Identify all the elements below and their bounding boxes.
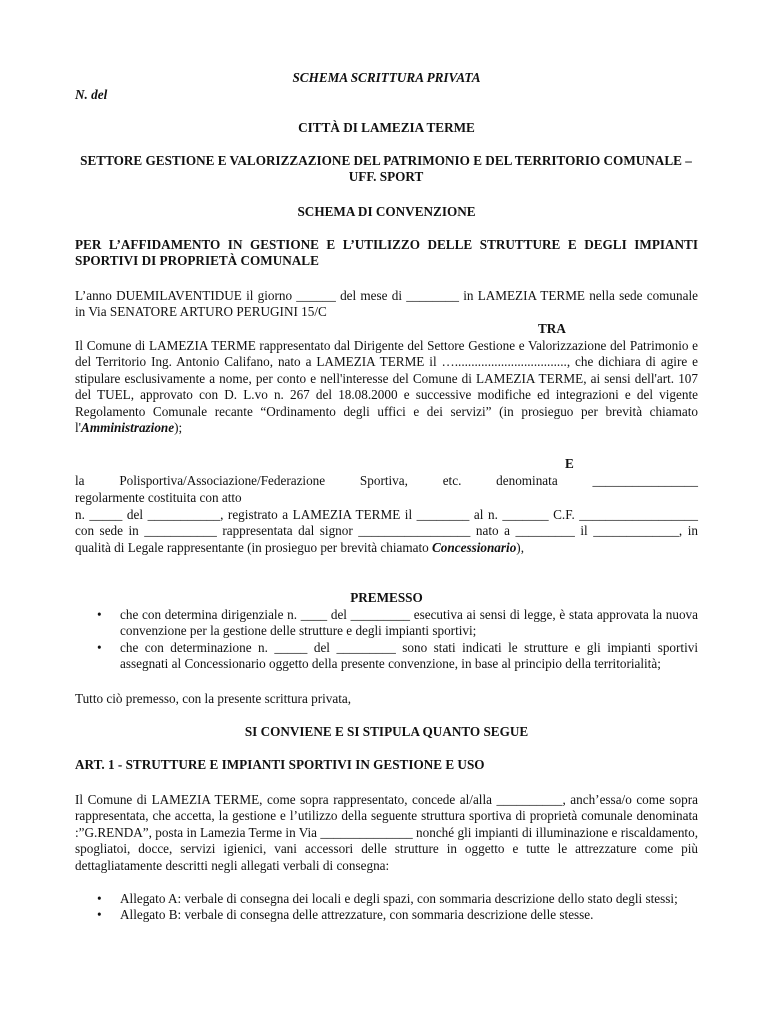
comune-text: Il Comune di LAMEZIA TERME rappresentato dal Dirigente del Settore Gestione e Valorizzazione del Patrimonio e del Territorio Ing. Antonio Califano, nato a LAMEZIA TERME il ….................................., che dichiara di agire e stipulare esclusivamente a nome, per conto e nell'interesse del Comune di LAMEZIA TERME, ai sensi dell'art. 107 del TUEL, approvato con D. L.vo n. 267 del 18.08.2000 e successive modifiche ed integrazioni e del vigente Regolamento Comunale recante “Ordinamento degli uffici e dei servizi” (in prosieguo per brevità chiamato l' (75, 338, 698, 436)
city-heading: CITTÀ DI LAMEZIA TERME (298, 120, 475, 135)
comune-close: ); (174, 420, 183, 436)
intro-paragraph: L’anno DUEMILAVENTIDUE il giorno ______ del mese di ________ in LAMEZIA TERME nella sede comunale in Via SENATORE ARTURO PERUGINI 15/C (75, 288, 698, 320)
soc-word: Polisportiva/Associazione/Federazione (119, 473, 326, 488)
soc-blank: ________________ (592, 473, 698, 488)
convention-heading: SCHEMA DI CONVENZIONE (297, 204, 476, 219)
allegati-list (75, 891, 698, 924)
soc-word: la (75, 473, 85, 488)
soc-word: Sportiva, (359, 473, 408, 488)
premesso-list (75, 607, 698, 673)
list-item: • Allegato A: verbale di consegna dei locali e degli spazi, con sommaria descrizione dello stato degli stessi; (75, 891, 698, 907)
sector-heading: SETTORE GESTIONE E VALORIZZAZIONE DEL PATRIMONIO E DEL TERRITORIO COMUNALE – UFF. SPORT (80, 153, 692, 185)
amministrazione-term: Amministrazione (81, 420, 175, 436)
premesso-heading: PREMESSO (350, 590, 423, 605)
societa-close: ), (516, 539, 524, 555)
societa-text: n. _____ del ___________, registrato a LAMEZIA TERME il ________ al n. _______ C.F. __________________ con sede in ___________ rappresentata dal signor _________________ nato a _________ il _____________, in qualità di Legale rappresentante (in prosieguo per brevità chiamato (75, 507, 698, 555)
subject-heading: PER L’AFFIDAMENTO IN GESTIONE E L’UTILIZZO DELLE STRUTTURE E DEGLI IMPIANTI SPORTIVI DI PROPRIETÀ COMUNALE (75, 237, 698, 269)
e-label: E (565, 456, 574, 471)
tutto-premesso: Tutto ciò premesso, con la presente scrittura privata, (75, 691, 352, 706)
societa-line-2: regolarmente costituita con atto (75, 490, 242, 505)
list-item: • Allegato B: verbale di consegna delle attrezzature, con sommaria descrizione delle stesse. (75, 907, 698, 923)
scheme-title: SCHEMA SCRITTURA PRIVATA (292, 70, 481, 85)
list-item: • che con determinazione n. _____ del _________ sono stati indicati le strutture e gli impianti sportivi assegnati al Concessionario oggetto della presente convenzione, in base al principio della territorialità; (75, 640, 698, 673)
concessionario-term: Concessionario (432, 539, 517, 555)
number-line: N. del (75, 87, 108, 102)
tra-label: TRA (538, 321, 566, 336)
art1-paragraph: Il Comune di LAMEZIA TERME, come sopra rappresentato, concede al/alla __________, anch’essa/o come sopra rappresentata, che accetta, la gestione e l’utilizzo della seguente struttura sportiva di proprietà comunale denominata :”G.RENDA”, posta in Lamezia Terme in Via ______________ nonché gli impianti di illuminazione e riscaldamento, spogliatoi, docce, servizi igienici, vani accessori delle strutture in oggetto e tutte le attrezzature come più dettagliatamente descritti negli allegati verbali di consegna: (75, 792, 698, 873)
soc-word: etc. (442, 473, 462, 488)
societa-line-1 (75, 473, 698, 489)
art1-title: ART. 1 - STRUTTURE E IMPIANTI SPORTIVI IN GESTIONE E USO (75, 757, 485, 772)
conviene-heading: SI CONVIENE E SI STIPULA QUANTO SEGUE (244, 724, 529, 739)
soc-word: denominata (496, 473, 558, 488)
comune-paragraph (75, 338, 698, 436)
list-item: • che con determina dirigenziale n. ____ del _________ esecutiva ai sensi di legge, è stata approvata la nuova convenzione per la gestione delle strutture e degli impianti sportivi; (75, 607, 698, 640)
societa-paragraph (75, 507, 698, 556)
